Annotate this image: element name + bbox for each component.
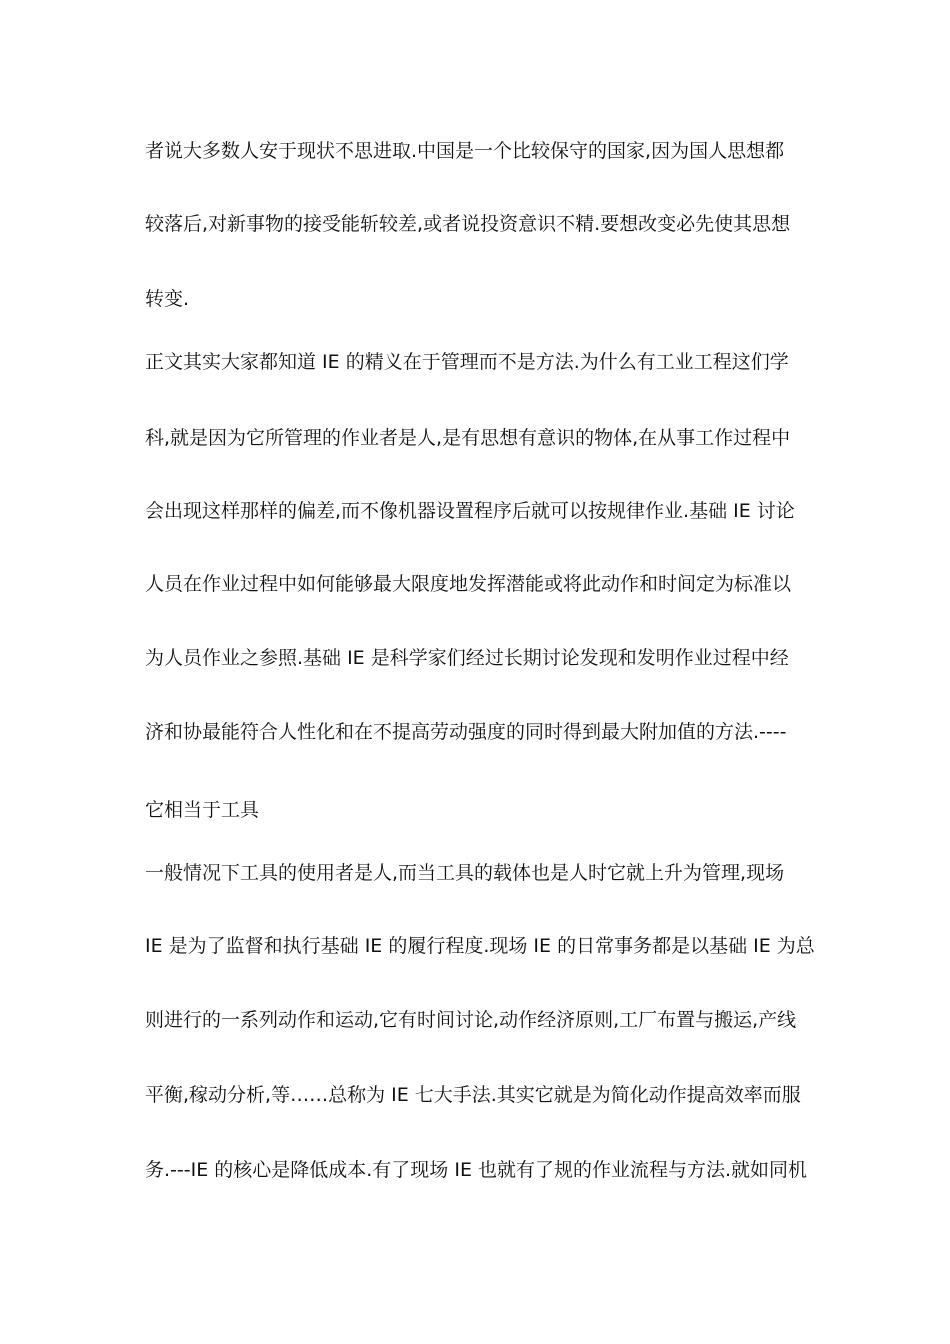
text-line: 者说大多数人安于现状不思进取.中国是一个比较保守的国家,因为国人思想都 — [145, 140, 785, 162]
text-line: 一般情况下工具的使用者是人,而当工具的载体也是人时它就上升为管理,现场 — [145, 862, 785, 884]
text-line: 务.---IE 的核心是降低成本.有了现场 IE 也就有了规的作业流程与方法.就如同机 — [145, 1159, 808, 1181]
text-line: 转变. — [145, 288, 190, 310]
text-line: 较落后,对新事物的接受能斩较差,或者说投资意识不精.要想改变必先使其思想 — [145, 213, 791, 235]
text-line: IE 是为了监督和执行基础 IE 的履行程度.现场 IE 的日常事务都是以基础 IE 为总 — [145, 935, 815, 957]
text-line: 则进行的一系列动作和运动,它有时间讨论,动作经济原则,工厂布置与搬运,产线 — [145, 1009, 797, 1031]
text-line: 它相当于工具 — [145, 799, 260, 821]
text-line: 人员在作业过程中如何能够最大限度地发挥潜能或将此动作和时间定为标准以 — [145, 573, 792, 595]
text-line: 为人员作业之参照.基础 IE 是科学家们经过长期讨论发现和发明作业过程中经 — [145, 647, 789, 669]
text-line: 济和协最能符合人性化和在不提高劳动强度的同时得到最大附加值的方法.---- — [145, 721, 787, 743]
text-line: 正文其实大家都知道 IE 的精义在于管理而不是方法.为什么有工业工程这们学 — [145, 351, 789, 373]
text-line: 会出现这样那样的偏差,而不像机器设置程序后就可以按规律作业.基础 IE 讨论 — [145, 500, 795, 522]
text-line: 科,就是因为它所管理的作业者是人,是有思想有意识的物体,在从事工作过程中 — [145, 427, 791, 449]
text-line: 平衡,稼动分析,等……总称为 IE 七大手法.其实它就是为简化动作提高效率而服 — [145, 1084, 801, 1106]
